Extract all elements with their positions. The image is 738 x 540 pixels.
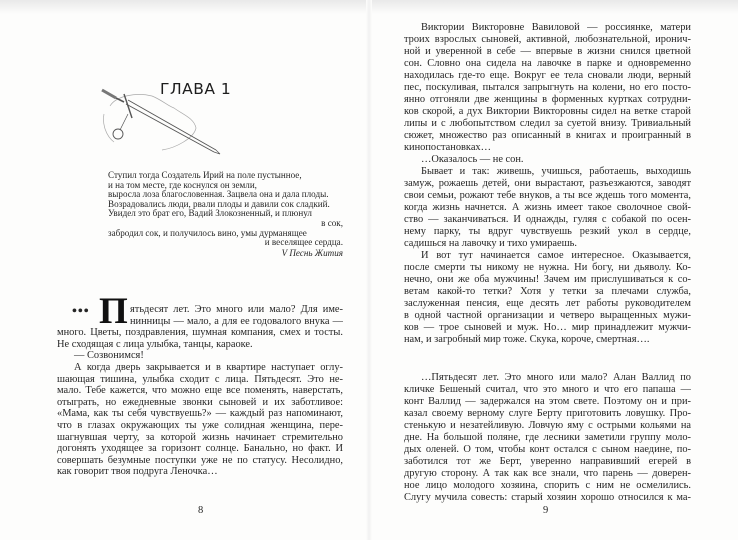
text-line: свои семьи, рожают тебе внуков, а ты все ждешь того момента, bbox=[404, 190, 691, 201]
text-line: ветам какой-то тетки? Хотя у тетки за плечами служба, bbox=[404, 286, 691, 297]
text-line: садишься на лавочку и тихо умираешь. bbox=[404, 238, 577, 249]
section-break bbox=[404, 346, 691, 372]
paragraph bbox=[57, 362, 343, 478]
drop-cap-letter: П bbox=[99, 291, 128, 332]
text-line: другую сторону. А так как все знали, что парень — доверен- bbox=[404, 468, 691, 479]
paragraph bbox=[404, 372, 691, 504]
drop-cap-ellipsis: ••• bbox=[72, 304, 90, 319]
text-line: ков скорой, а дух Виктории Викторовны сидел на ветке старой bbox=[404, 106, 691, 117]
paragraph bbox=[404, 166, 691, 250]
epigraph-line: выросла лоза благословенная. Зацвела она и дала плоды. bbox=[108, 189, 329, 200]
text-line: что в глазах окружающих ты уже солидная женщина, пере- bbox=[57, 419, 343, 431]
text-line: заслуженная пенсия, еще десять лет работы руководителем bbox=[404, 298, 691, 309]
text-line: стенькую и незатейливую. Ловчую яму с острыми кольями на bbox=[404, 420, 691, 431]
text-line: нам, и загробный мир тоже. Скука, короче, смертная…. bbox=[404, 334, 650, 345]
text-line: Бывает и так: живешь, учишься, работаешь, выходишь bbox=[421, 166, 691, 177]
text-line: нему парку, ты вдруг чувствуешь резкий укол в сердце, bbox=[404, 226, 691, 237]
text-line: нинницы — мало, а для ее годовалого внука — bbox=[130, 315, 343, 327]
text-line: кинопостановках… bbox=[404, 142, 492, 153]
text-line: ков — трое сыновей и муж. Но… мир принадлежит мужчи- bbox=[404, 322, 691, 333]
text-line: …Оказалось — не сон. bbox=[421, 154, 524, 165]
text-line: казал своему верному слуге Берту приготовить ловушку. Про- bbox=[404, 408, 691, 419]
text-line: И вот тут начинается самое интересное. Оказывается, bbox=[421, 250, 691, 261]
right-page bbox=[369, 0, 738, 540]
text-line: дне. На большой поляне, где лесники заметили группу моло- bbox=[404, 432, 691, 443]
paragraph bbox=[404, 154, 691, 166]
text-line: …Пятьдесят лет. Это много или мало? Алан Валлид по bbox=[421, 372, 691, 383]
text-line: много. Цветы, поздравления, шумная компания, смех и тосты. bbox=[57, 327, 343, 339]
epigraph-line: Ступил тогда Создатель Ирий на поле пустынное, bbox=[108, 170, 302, 180]
paragraph bbox=[57, 350, 343, 362]
text-line: Слугу мучила совесть: старый хозяин хорошо относился к ма- bbox=[404, 492, 691, 503]
text-line: липы и с любопытством следил за суетой внизу. Тривиальный bbox=[404, 118, 691, 129]
right-page-body bbox=[404, 22, 691, 504]
text-line: дых оленей. О том, чтобы конт остался с сыном наедине, по- bbox=[404, 444, 691, 455]
text-line: после смерти ты никому не нужна. Ни богу, ни дьяволу. Ко- bbox=[404, 262, 691, 273]
epigraph-line: в сок, bbox=[321, 217, 343, 228]
text-line: как говорит твоя подруга Леночка… bbox=[57, 466, 218, 478]
text-line: догонять уходящее за горизонт солнце. Банально, но факт. И bbox=[57, 443, 343, 455]
text-line: «Мама, как ты себя чувствуешь?» — каждый раз напоминают, bbox=[57, 408, 343, 420]
text-line: А когда дверь закрывается и в квартире наступает оглу- bbox=[74, 361, 343, 373]
text-line: шающая тишина, улыбка сходит с лица. Пятьдесят. Это не- bbox=[57, 373, 343, 385]
left-page-body bbox=[57, 304, 343, 478]
text-line: сон. Словно она сидела на лавочке в парке и одновременно bbox=[404, 58, 691, 69]
epigraph-line: и на том месте, где коснулся он земли, bbox=[108, 179, 257, 190]
page-number: 8 bbox=[198, 505, 204, 516]
paragraph bbox=[404, 250, 691, 346]
text-line: троих взрослых сыновей, активной, любознательной, иронич- bbox=[404, 34, 691, 45]
epigraph bbox=[108, 171, 343, 258]
paragraph bbox=[404, 22, 691, 154]
text-line: янно отгоняли две женщины в форменных куртках сотрудни- bbox=[404, 94, 691, 105]
text-line: кличке Бешеный считал, что это много и что его папаша — bbox=[404, 384, 691, 395]
text-line: ятьдесят лет. Это много или мало? Для име- bbox=[130, 304, 343, 315]
text-line: сюжет, множество раз описанный в книгах и проигранный в bbox=[404, 130, 691, 141]
text-line: шагнувшая черту, за которой жизнь начинает стремительно bbox=[57, 431, 343, 443]
paragraph bbox=[57, 304, 343, 350]
text-line: находилась где-то еще. Вокруг ее тела сновали люди, верный bbox=[404, 70, 691, 81]
text-line: отыграть, но ежедневные звонки сыновей и их заботливое: bbox=[57, 396, 343, 408]
epigraph-line: и веселящее сердца. bbox=[264, 237, 343, 248]
text-line: Не сходящая с лица улыбка, танцы, караоке. bbox=[57, 338, 253, 350]
text-line: ство — заканчиваться. И однажды, гуляя с собакой по осен- bbox=[404, 214, 691, 225]
text-line: ное лицо молодого хозяина, спорить с ним не осмелились. bbox=[404, 480, 691, 491]
text-line: нечно, они же оба мужчины! Зачем им прислушиваться к со- bbox=[404, 274, 691, 285]
text-line: замуж, рожаешь детей, они вырастают, разъезжаются, заводят bbox=[404, 178, 691, 189]
text-line: совершать безумные поступки уже не по статусу. Несолидно, bbox=[57, 454, 343, 466]
chapter-title: ГЛАВА 1 bbox=[160, 80, 232, 98]
epigraph-line: Возрадовались люди, рвали плоды и давили сок сладкий. bbox=[108, 198, 330, 209]
text-line: заботился тот же Берт, уверенно направивший егерей в bbox=[404, 456, 691, 467]
text-line: Виктории Викторовне Вавиловой — россиянке, матери bbox=[421, 22, 691, 33]
text-line: конт Валлид — задержался на этом свете. Поэтому он и при- bbox=[404, 396, 691, 407]
text-line: ной и уверенной в себе — впервые в жизни снился цветной bbox=[404, 46, 691, 57]
text-line: — Созвонимся! bbox=[74, 350, 144, 362]
text-line: когда жизнь начнется. А жизнь имеет такое сволочное свой- bbox=[404, 202, 691, 213]
text-line: мало. Тебе кажется, что можно еще все поменять, наверстать, bbox=[57, 385, 343, 397]
epigraph-line: Увидел это брат его, Вадий Злокозненный, и плюнул bbox=[108, 208, 312, 219]
page-number: 9 bbox=[543, 505, 549, 516]
epigraph-line: забродил сок, и получилось вино, умы дурманящее bbox=[108, 227, 307, 238]
text-line: в одной частной организации и четверо выращенных мужи- bbox=[404, 310, 691, 321]
text-line: пес, поскуливая, пытался запрыгнуть на колени, но его посто- bbox=[404, 82, 691, 93]
epigraph-source: V Песнь Жития bbox=[281, 247, 343, 258]
